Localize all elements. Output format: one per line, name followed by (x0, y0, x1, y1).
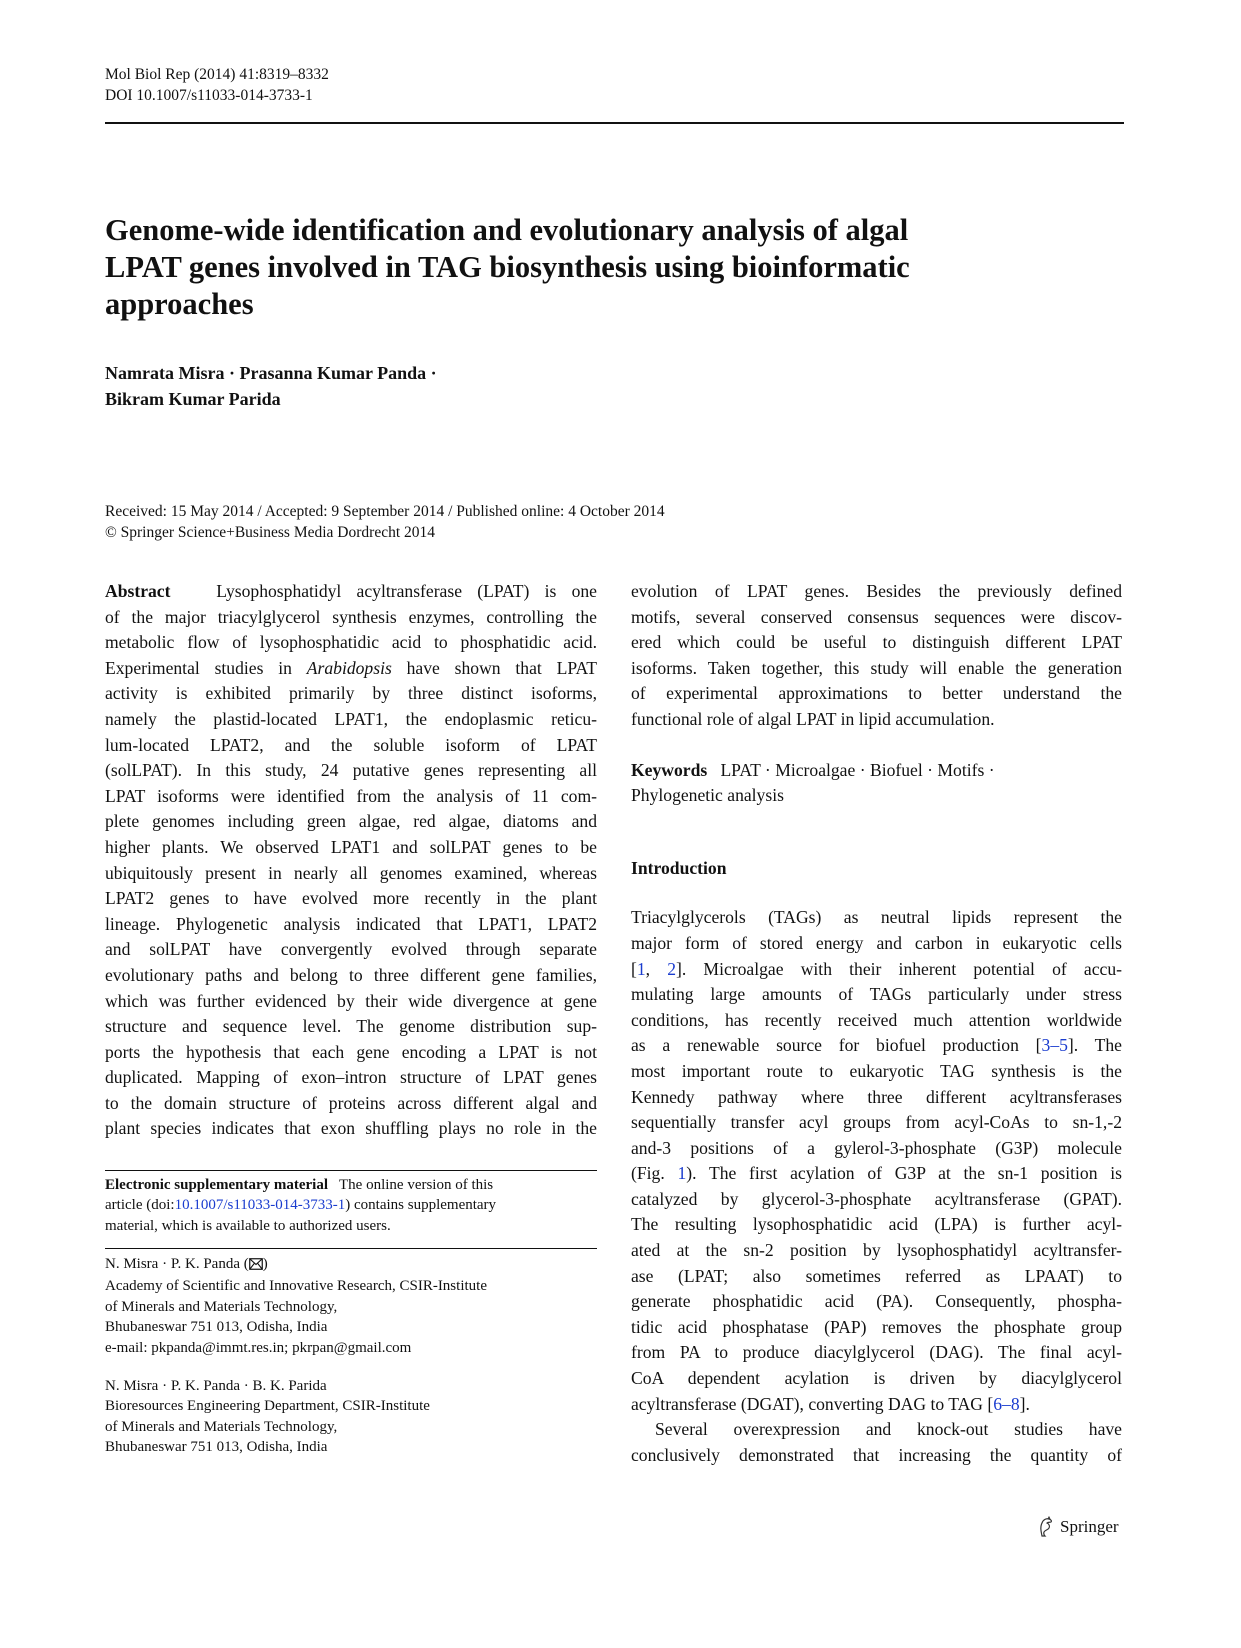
affiliation-rule (105, 1248, 597, 1249)
introduction-heading: Introduction (631, 857, 727, 878)
figure-link[interactable]: 1 (677, 1163, 687, 1184)
contact-email: e-mail: pkpanda@immt.res.in; pkrpan@gmail.com (105, 1339, 412, 1356)
right-column (631, 579, 1122, 1468)
esm-note: Electronic supplementary material The online version of this article (doi:10.1007/s11033-014-3733-1) contains supplementary material, which is available to authorized users. (105, 1177, 497, 1234)
publisher-logo (1036, 1516, 1119, 1538)
keywords-heading: Keywords (631, 759, 708, 780)
journal-citation: Mol Biol Rep (2014) 41:8319–8332 (105, 66, 329, 83)
article-title: Genome-wide identification and evolutionary analysis of algal LPAT genes involved in TAG biosynthesis using bioinformatic approaches (105, 213, 910, 321)
citation-link[interactable]: 3–5 (1041, 1035, 1068, 1056)
publisher-name: Springer (1060, 1517, 1119, 1536)
esm-doi-link[interactable]: 10.1007/s11033-014-3733-1 (174, 1197, 346, 1214)
journal-header (105, 64, 329, 106)
abstract-heading: Abstract (105, 581, 171, 601)
affiliation-1: N. Misra · P. K. Panda ( ) Academy of Scientific and Innovative Research, CSIR-Institute of Minerals and Materials Technology, Bhubaneswar 751 013, Odisha, India e-mail: pkpanda@immt.res.in; pkrpan@gmail.com (105, 1254, 597, 1358)
affiliation-2: N. Misra · P. K. Panda · B. K. Parida Bioresources Engineering Department, CSIR-Institute of Minerals and Materials Technology, Bhubaneswar 751 013, Odisha, India (105, 1378, 430, 1456)
abstract: Abstract Lysophosphatidyl acyltransferase (LPAT) is one of the major triacylglycerol synthesis enzymes, controlling the metabolic flow of lysophosphatidic acid to phosphatidic acid. Experimental studies in Arabidopsis have shown that LPAT activity is exhibited primarily by three distinct isoforms, namely the plastid-located LPAT1, the endoplasmic reticu- lum-located LPAT2, and the soluble isoform of LPAT (solLPAT). In this study, 24 putative genes representing all LPAT isoforms were identified from the analysis of 11 com- plete genomes including green algae, red algae, diatoms and higher plants. We observed LPAT1 and solLPAT genes to be ubiquitously present in nearly all genomes examined, whereas LPAT2 genes to have evolved more recently in the plant lineage. Phylogenetic analysis indicated that LPAT1, LPAT2 and solLPAT have convergently evolved through separate evolutionary paths and belong to three different gene families, which was further evidenced by their wide divergence at gene structure and sequence level. The genome distribution sup- ports the hypothesis that each gene encoding a LPAT is not duplicated. Mapping of exon–intron structure of LPAT genes to the domain structure of proteins across different algal and plant species indicates that exon shuffling plays no role in the (105, 581, 597, 1139)
publication-dates: Received: 15 May 2014 / Accepted: 9 September 2014 / Published online: 4 October 2014 © Springer Science+Business Media Dordrecht 2014 (105, 503, 665, 541)
copyright-line: © Springer Science+Business Media Dordrecht 2014 (105, 524, 436, 541)
author-list: Namrata Misra · Prasanna Kumar Panda · Bikram Kumar Parida (105, 363, 437, 409)
springer-horse-icon (1036, 1516, 1056, 1538)
abstract-continued: evolution of LPAT genes. Besides the previously defined motifs, several conserved consensus sequences were discov- ered which could be useful to distinguish different LPAT isoforms. Taken together, this study will enable the generation of experimental approximations to better understand the functional role of algal LPAT in lipid accumulation. (631, 581, 1122, 729)
citation-link[interactable]: 6–8 (993, 1393, 1020, 1414)
envelope-icon (249, 1256, 263, 1276)
citation-link[interactable]: 2 (667, 958, 677, 979)
introduction-body: Triacylglycerols (TAGs) as neutral lipids represent the major form of stored energy and carbon in eukaryotic cells [1, 2]. Microalgae with their inherent potential of accu- mulating large amounts of TAGs particularly under stress conditions, has recently received much attention worldwide as a renewable source for biofuel production [3–5]. The most important route to eukaryotic TAG synthesis is the Kennedy pathway where three different acyltransferases sequentially transfer acyl groups from acyl-CoAs to sn-1,-2 and-3 positions of a gylerol-3-phosphate (G3P) molecule (Fig. 1). The first acylation of G3P at the sn-1 position is catalyzed by glycerol-3-phosphate acyltransferase (GPAT). The resulting lysophosphatidic acid (LPA) is further acyl- ated at the sn-2 position by lysophosphatidyl acyltransfer- ase (LPAT; also sometimes referred as LPAAT) to generate phosphatidic acid (PA). Consequently, phospha- tidic acid phosphatase (PAP) removes the phosphate group from PA to produce diacylglycerol (DAG). The final acyl- CoA dependent acylation is driven by diacylglycerol acyltransferase (DGAT), converting DAG to TAG [6–8]. Several overexpression and knock-out studies have conclusively demonstrated that increasing the quantity of (631, 907, 1122, 1465)
keywords: Keywords LPAT · Microalgae · Biofuel · Motifs · Phylogenetic analysis (631, 759, 995, 806)
citation-link[interactable]: 1 (636, 958, 646, 979)
doi-line: DOI 10.1007/s11033-014-3733-1 (105, 87, 313, 104)
header-rule (105, 122, 1124, 124)
footnote-rule (105, 1170, 597, 1171)
